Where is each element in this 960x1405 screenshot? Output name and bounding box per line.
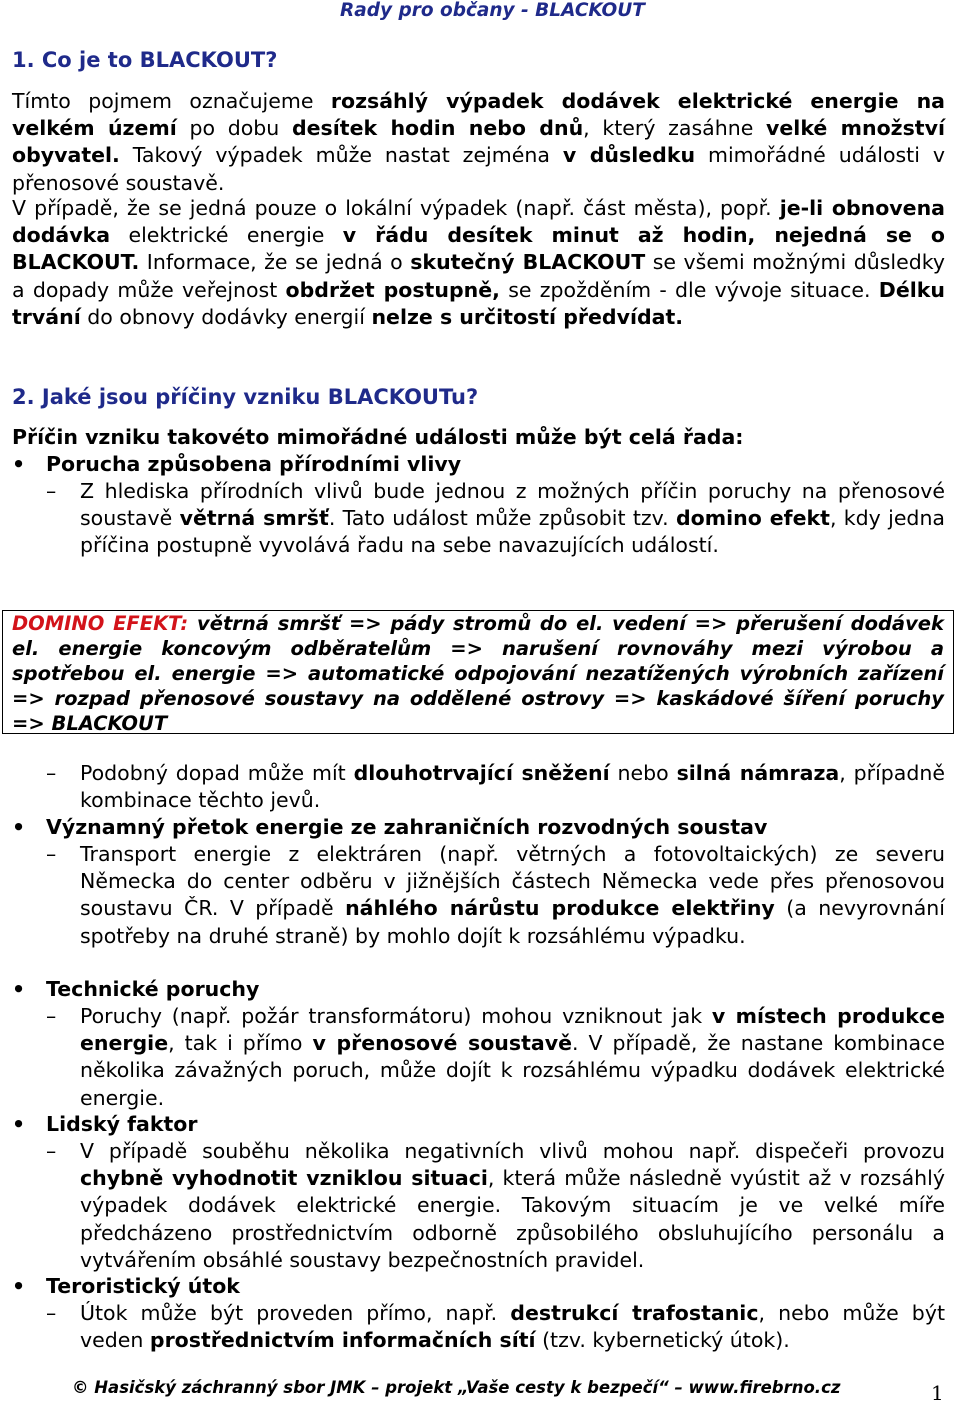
text-run: Takový výpadek může nastat zejména <box>119 143 563 168</box>
section-1-paragraph-1 <box>12 88 945 197</box>
human-factor-text <box>80 1138 945 1274</box>
domino-effect-box <box>2 610 954 734</box>
text-run: , tak i přímo <box>168 1031 313 1056</box>
text-run: Poruchy (např. požár transformátoru) mohou vzniknout jak <box>80 1004 712 1028</box>
text-run: Útok může být proveden přímo, např. <box>80 1301 511 1325</box>
text-run: , případně kombinace těchto jevů. <box>80 761 945 813</box>
text-run: chybně vyhodnotit vzniklou situaci <box>80 1166 488 1191</box>
section-1-heading: 1. Co je to BLACKOUT? <box>12 48 278 72</box>
text-run: V případě souběhu několika negativních vlivů mohou např. dispečeři provozu <box>80 1139 945 1163</box>
text-run: (a nevyrovnání spotřeby na druhé straně) by mohlo dojít k rozsáhlému výpadku. <box>80 896 945 948</box>
text-run: velké množství obyvatel. <box>12 116 945 168</box>
text-run: v řádu desítek minut až hodin, nejedná se o BLACKOUT. <box>12 223 946 275</box>
text-run: po dobu <box>176 116 292 141</box>
text-run: je-li obnovena dodávka <box>12 196 945 248</box>
bullet-icon: • <box>12 452 26 476</box>
bullet-technical-failures <box>12 976 259 1003</box>
domino-text: větrná smršť => pády stromů do el. vedení => přerušení dodávek el. energie koncovým odběratelům => narušení rovnováhy mezi výrobou a spotřebou el. energie => automatické odpojování nezatížených výrobních zařízení => rozpad přenosové soustavy na oddělené ostrovy => kaskádové šíření poruchy => BLACKOUT <box>12 612 944 735</box>
bullet-icon: • <box>12 977 26 1001</box>
bullet-label: Porucha způsobena přírodními vlivy <box>46 452 462 476</box>
page-number: 1 <box>931 1381 944 1405</box>
bullet-icon: • <box>12 815 26 839</box>
text-run: větrná smršť <box>179 506 329 531</box>
section-1-paragraph-2 <box>12 195 945 331</box>
section-2-heading: 2. Jaké jsou příčiny vzniku BLACKOUTu? <box>12 385 479 409</box>
text-run: nebo <box>609 761 677 785</box>
text-run: Z hlediska přírodních vlivů bude jednou z možných příčin poruchy na přenosové soustavě <box>80 479 945 531</box>
text-run: , nebo může být veden <box>80 1301 945 1353</box>
bullet-label: Teroristický útok <box>46 1274 240 1298</box>
text-run: domino efekt <box>676 506 830 531</box>
technical-failures-text <box>80 1003 945 1112</box>
terrorist-attack-text <box>80 1300 945 1354</box>
text-run: , který zasáhne <box>583 116 767 141</box>
text-run: dlouhotrvající sněžení <box>353 761 610 785</box>
bullet-icon: • <box>12 1112 26 1136</box>
text-run: , kdy jedna příčina postupně vyvolává řadu na sebe navazujících událostí. <box>80 506 945 558</box>
text-run: Transport energie z elektráren (např. větrných a fotovoltaických) ze severu Německa do center odběru v jižnějších částech Německa vede přes přenosovou soustavu ČR. V případě <box>80 842 945 921</box>
text-run: . Tato událost může způsobit tzv. <box>328 506 676 531</box>
natural-causes-text <box>80 478 945 560</box>
text-run: Informace, že se jedná o <box>139 250 411 275</box>
domino-label: DOMINO EFEKT: <box>12 612 189 635</box>
text-run: v přenosové soustavě <box>312 1031 572 1056</box>
dash-icon: – <box>46 1004 57 1028</box>
text-run: obdržet postupně, <box>285 277 500 302</box>
bullet-label: Lidský faktor <box>46 1112 198 1136</box>
text-run: do obnovy dodávky energií <box>80 304 372 329</box>
text-run: Tímto pojmem označujeme <box>12 89 331 113</box>
text-run: se všemi možnými důsledky a dopady může veřejnost <box>12 250 945 302</box>
text-run: mimořádné události v přenosové soustavě. <box>12 143 945 195</box>
footer-text: © Hasičský záchranný sbor JMK – projekt „Vaše cesty k bezpečí“ – www.firebrno.cz <box>72 1378 841 1397</box>
bullet-terrorist-attack <box>12 1273 240 1300</box>
causes-intro: Příčin vzniku takovéto mimořádné události může být celá řada: <box>12 425 744 449</box>
text-run: elektrické energie <box>110 223 343 248</box>
energy-flow-text <box>80 841 945 950</box>
bullet-icon: • <box>12 1274 26 1298</box>
text-run: , která může následně vyústit až v rozsáhlý výpadek dodávek elektrické energie. Takovým situacím je ve velké míře předcházeno prostřednictvím odborně způsobilého obsluhujícího personálu a vytvářením obsáhlé soustavy bezpečnostních pravidel. <box>80 1166 945 1272</box>
text-run: se zpožděním - dle vývoje situace. <box>499 277 879 302</box>
text-run: destrukcí trafostanic <box>510 1301 759 1325</box>
text-run: desítek hodin nebo dnů <box>291 116 584 141</box>
snow-ice-text <box>80 760 945 814</box>
bullet-human-factor <box>12 1111 197 1138</box>
dash-icon: – <box>46 842 57 866</box>
dash-icon: – <box>46 1139 57 1163</box>
bullet-label: Technické poruchy <box>46 977 260 1001</box>
text-run: v důsledku <box>562 143 696 168</box>
text-run: nelze s určitostí předvídat. <box>371 304 684 329</box>
text-run: . V případě, že nastane kombinace několika závažných poruch, může dojít k rozsáhlému výpadku dodávek elektrické energie. <box>80 1031 945 1110</box>
dash-icon: – <box>46 479 57 503</box>
running-header: Rady pro občany - BLACKOUT <box>340 0 645 21</box>
text-run: v místech produkce energie <box>80 1004 945 1056</box>
bullet-energy-flow <box>12 814 767 841</box>
text-run: V případě, že se jedná pouze o lokální výpadek (např. část města), popř. <box>12 196 780 220</box>
text-run: (tzv. kybernetický útok). <box>535 1328 790 1353</box>
text-run: prostřednictvím informačních sítí <box>149 1328 536 1353</box>
text-run: Délku trvání <box>12 277 945 329</box>
bullet-label: Významný přetok energie ze zahraničních rozvodných soustav <box>46 815 768 839</box>
text-run: rozsáhlý výpadek dodávek elektrické energie na velkém území <box>12 89 945 141</box>
text-run: Podobný dopad může mít <box>80 761 354 785</box>
bullet-natural-causes <box>12 451 461 478</box>
text-run: náhlého nárůstu produkce elektřiny <box>345 896 775 921</box>
dash-icon: – <box>46 1301 57 1325</box>
dash-icon: – <box>46 761 57 785</box>
text-run: silná námraza <box>676 761 840 785</box>
text-run: skutečný BLACKOUT <box>410 250 646 275</box>
